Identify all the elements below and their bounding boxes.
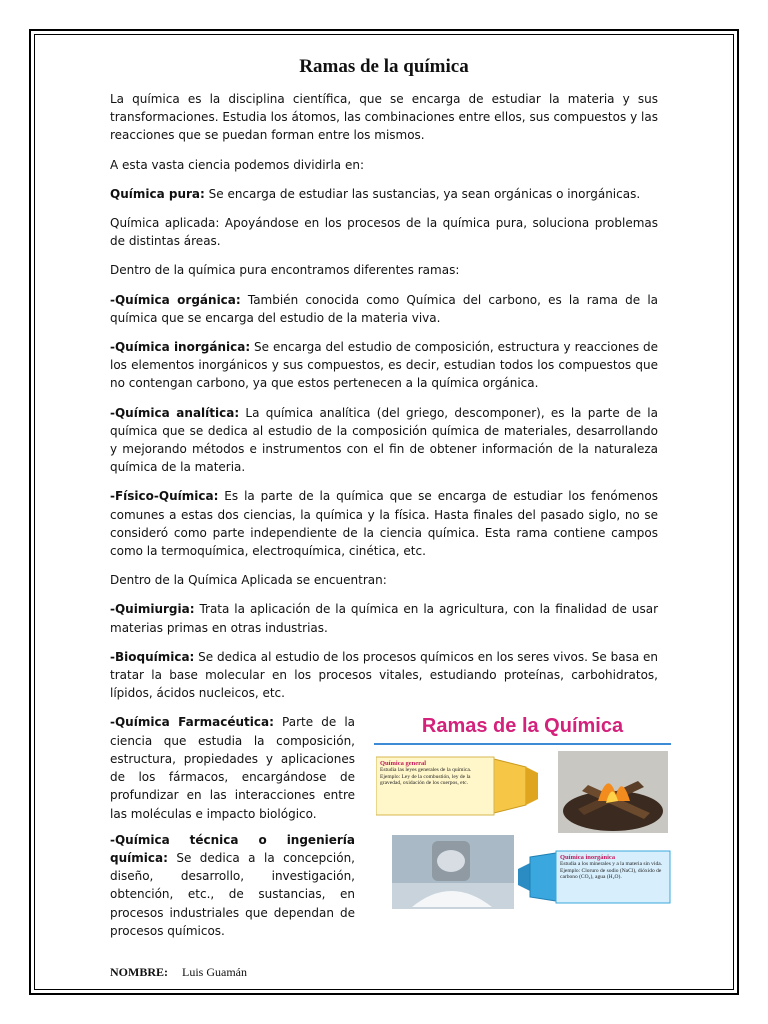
- farmaceutica-paragraph: [110, 713, 355, 822]
- term-text: Trata la aplicación de la química en la agricultura, con la finalidad de usar materias primas en otras industrias.: [110, 602, 658, 635]
- term-label: -Quimiurgia:: [110, 602, 195, 617]
- bottom-section: [110, 713, 663, 938]
- bioquimica-paragraph: [110, 648, 658, 703]
- bottom-left-column: [110, 713, 355, 947]
- term-text: La química analítica (del griego, descomponer), es la parte de la química que se dedica al estudio de la composición química de materiales, desarrollando y mejorando métodos e instrumentos con el fin de obtener información de la naturaleza química de la materia.: [110, 405, 658, 475]
- card-body: Estudia a los minerales y a la materia sin vida. Ejemplo: Cloruro de sodio (NaCl), dióxido de carbono (CO₂), agua (H₂O).: [560, 861, 663, 881]
- tecnica-paragraph: [110, 831, 355, 940]
- term-label: -Físico-Química:: [110, 489, 219, 504]
- quimiurgia-paragraph: [110, 600, 658, 636]
- analitica-paragraph: [110, 404, 658, 477]
- card-body: Estudia las leyes generales de la química. Ejemplo: Ley de la combustión, ley de la gravedad, oxidación de los cuerpos, etc.: [380, 767, 472, 787]
- dentro-aplicada-paragraph: Dentro de la Química Aplicada se encuentran:: [110, 573, 387, 588]
- term-text: Se dedica a la concepción, diseño, desarrollo, investigación, obtención, etc., de sustancias, en procesos industriales que dependan de procesos químicos.: [110, 850, 355, 938]
- term-text: Se encarga del estudio de composición, estructura y reacciones de los elementos inorgánicos y sus compuestos, es decir, estudian todos los compuestos que no contengan carbono, ya que estos pertenecen a la química orgánica.: [110, 340, 659, 391]
- pura-paragraph: [110, 185, 658, 203]
- infographic-rule: [374, 743, 671, 745]
- term-label: Química pura:: [110, 186, 205, 201]
- nombre-value: Luis Guamán: [182, 965, 247, 979]
- term-text: Parte de la ciencia que estudia la composición, estructura, propiedades y aplicaciones de los fármacos, encargándose de profundizar en las interacciones entre las moléculas e impacto biológico.: [110, 715, 355, 821]
- divide-paragraph: A esta vasta ciencia podemos dividirla en:: [110, 157, 364, 172]
- salt-shaker-photo: [392, 835, 514, 909]
- term-label: -Química Farmacéutica:: [110, 715, 274, 730]
- term-label: -Química inorgánica:: [110, 340, 251, 355]
- term-text: También conocida como Química del carbono, es la rama de la química que se encarga del estudio de la materia viva.: [110, 292, 659, 325]
- term-label: -Química analítica:: [110, 405, 240, 420]
- inorganica-paragraph: [110, 338, 658, 393]
- infographic-title: Ramas de la Química: [421, 715, 624, 738]
- term-text: Se dedica al estudio de los procesos químicos en los seres vivos. Se basa en tratar la base molecular en los procesos vitales, estudiando proteínas, carbohidratos, lípidos, ácidos nucleicos, etc.: [110, 649, 658, 701]
- term-label: -Bioquímica:: [110, 649, 195, 664]
- nombre-label: NOMBRE:: [110, 965, 168, 979]
- dentro-pura-paragraph: Dentro de la química pura encontramos diferentes ramas:: [110, 263, 460, 278]
- page-title: Ramas de la química: [299, 56, 469, 77]
- campfire-photo: [558, 751, 668, 833]
- term-text: Es la parte de la química que se encarga de estudiar los fenómenos comunes a estas dos ciencias, la química y la física. Hasta finales del pasado siglo, no se consideró como parte independiente de la ciencia química. Esta rama contiene campos como la termoquímica, electroquímica, cinética, etc.: [110, 489, 658, 559]
- term-label: -Química orgánica:: [110, 292, 241, 307]
- card-title: Química general: [380, 760, 427, 768]
- organica-paragraph: [110, 291, 658, 327]
- card-title: Química inorgánica: [560, 854, 616, 862]
- footer-name: [110, 965, 247, 980]
- fisico-paragraph: [110, 487, 658, 560]
- card-quimica-inorganica: [560, 854, 666, 900]
- aplicada-paragraph: Química aplicada: Apoyándose en los procesos de la química pura, soluciona problemas de distintas áreas.: [110, 216, 658, 249]
- intro-paragraph: La química es la disciplina científica, que se encarga de estudiar la materia y sus transformaciones. Estudia los átomos, las combinaciones entre ellos, sus compuestos y las reacciones que se puedan forman entre los mismos.: [110, 92, 658, 143]
- term-text: Se encarga de estudiar las sustancias, ya sean orgánicas o inorgánicas.: [204, 186, 641, 201]
- term-label: -Química técnica o ingeniería química:: [110, 832, 355, 865]
- card-quimica-general: [380, 760, 488, 810]
- ramas-infographic: [370, 713, 675, 909]
- document-body: [110, 56, 663, 938]
